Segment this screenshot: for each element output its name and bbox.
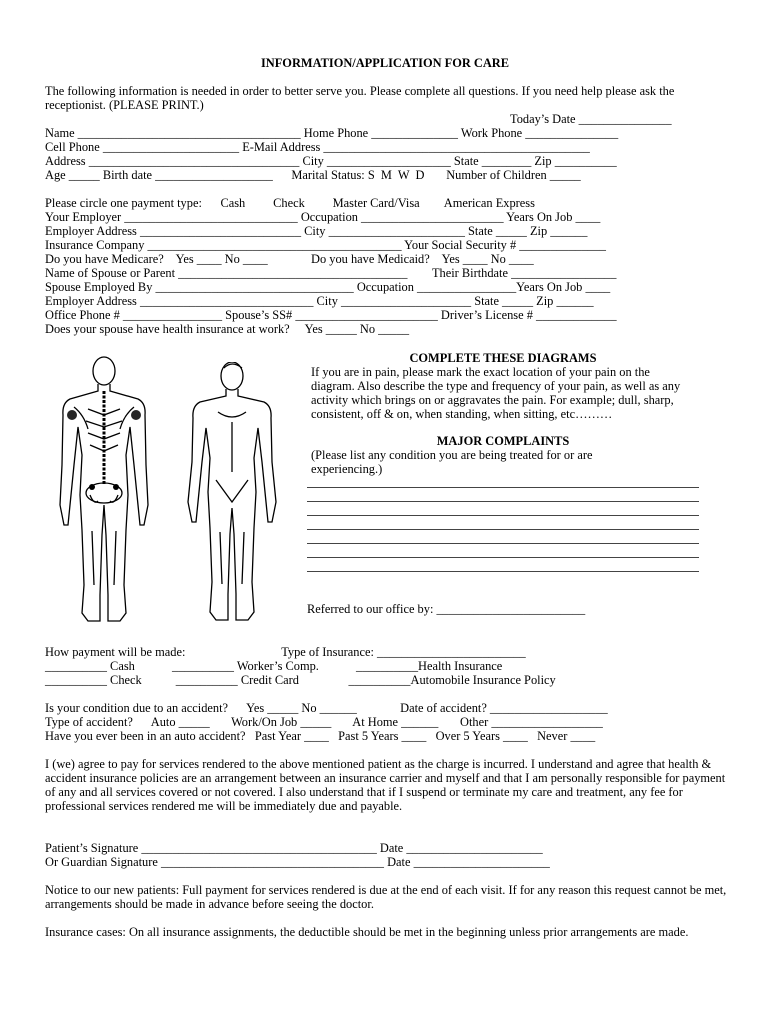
address-line[interactable]: Address __________________________________ City ____________________ State ________ Zip __________ (45, 154, 617, 168)
new-patient-notice: Notice to our new patients: Full payment for services rendered is due at the end of each visit. If for any reason this request cannot be met, arrangements should be made in advance before seeing the doctor. (45, 883, 727, 911)
referred-by-field[interactable]: Referred to our office by: ________________________ (307, 602, 586, 616)
accident-type-line[interactable]: Type of accident? Auto _____ Work/On Job _____ At Home ______ Other __________________ (45, 715, 603, 729)
payment-options-line-1[interactable]: __________ Cash __________ Worker’s Comp. __________Health Insurance (45, 659, 503, 673)
major-complaints-heading: MAJOR COMPLAINTS (436, 434, 570, 448)
todays-date-field[interactable]: Today’s Date _______________ (510, 112, 672, 126)
major-complaints-text: (Please list any condition you are being treated for or are experiencing.) (311, 448, 593, 476)
spouse-employed-line[interactable]: Spouse Employed By ________________________________ Occupation ________________Years On Job ____ (45, 280, 611, 294)
spouse-insurance-line[interactable]: Does your spouse have health insurance at work? Yes _____ No _____ (45, 322, 410, 336)
complaint-line-5[interactable] (307, 543, 699, 544)
insurance-company-line[interactable]: Insurance Company _________________________________________ Your Social Security # ______________ (45, 238, 606, 252)
form-title: INFORMATION/APPLICATION FOR CARE (260, 56, 510, 70)
payment-type-line[interactable]: Please circle one payment type: Cash Check Master Card/Visa American Express (45, 196, 535, 210)
name-phone-line[interactable]: Name ____________________________________ Home Phone ______________ Work Phone _______________ (45, 126, 619, 140)
body-front-diagram[interactable] (186, 362, 278, 626)
complaint-line-6[interactable] (307, 557, 699, 558)
employer-address-line[interactable]: Employer Address __________________________ City ______________________ State _____ Zip ______ (45, 224, 588, 238)
complaint-line-2[interactable] (307, 501, 699, 502)
complaint-line-7[interactable] (307, 571, 699, 572)
complaint-line-1[interactable] (307, 487, 699, 488)
spouse-name-line[interactable]: Name of Spouse or Parent _____________________________________ Their Birthdate _________________ (45, 266, 617, 280)
auto-accident-line[interactable]: Have you ever been in an auto accident? Past Year ____ Past 5 Years ____ Over 5 Years ____ Never ____ (45, 729, 596, 743)
payment-options-line-2[interactable]: __________ Check __________ Credit Card __________Automobile Insurance Policy (45, 673, 556, 687)
accident-line[interactable]: Is your condition due to an accident? Yes _____ No ______ Date of accident? ___________________ (45, 701, 608, 715)
guardian-signature-line[interactable]: Or Guardian Signature ____________________________________ Date ______________________ (45, 855, 550, 869)
body-back-diagram[interactable] (58, 355, 150, 627)
intro-text: The following information is needed in order to better serve you. Please complete all questions. If you need help please ask the receptionist. (PLEASE PRINT.) (45, 84, 675, 112)
patient-signature-line[interactable]: Patient’s Signature ______________________________________ Date ______________________ (45, 841, 543, 855)
complaint-line-3[interactable] (307, 515, 699, 516)
employer-line[interactable]: Your Employer ____________________________ Occupation _______________________ Years On Job ____ (45, 210, 601, 224)
insurance-cases-notice: Insurance cases: On all insurance assignments, the deductible should be met in the beginning unless prior arrangements are made. (45, 925, 689, 939)
spouse-employer-address-line[interactable]: Employer Address ____________________________ City _____________________ State _____ Zip ______ (45, 294, 594, 308)
agreement-text: I (we) agree to pay for services rendered to the above mentioned patient as the charge is incurred. I understand and agree that health & accident insurance policies are an arrangement between an insurance carrier and myself and that I am personally responsible for payment of any and all services covered or not covered. I also understand that if I suspend or terminate my care and treatment, any fee for professional services rendered me will be immediately due and payable. (45, 757, 726, 813)
diagrams-heading: COMPLETE THESE DIAGRAMS (409, 351, 597, 365)
medicare-line[interactable]: Do you have Medicare? Yes ____ No ____ Do you have Medicaid? Yes ____ No ____ (45, 252, 534, 266)
diagrams-instructions: If you are in pain, please mark the exact location of your pain on the diagram. Also describe the type and frequency of your pain, as well as any activity which brings on or aggravates the pain. For example; dull, sharp, consistent, off & on, when standing, when sitting, etc……… (311, 365, 681, 421)
complaint-line-4[interactable] (307, 529, 699, 530)
cell-email-line[interactable]: Cell Phone ______________________ E-Mail Address ___________________________________________ (45, 140, 590, 154)
age-marital-line[interactable]: Age _____ Birth date ___________________ Marital Status: S M W D Number of Children _____ (45, 168, 581, 182)
office-phone-line[interactable]: Office Phone # ________________ Spouse’s SS# _______________________ Driver’s License # _____________ (45, 308, 617, 322)
payment-method-line[interactable]: How payment will be made: Type of Insurance: ________________________ (45, 645, 526, 659)
